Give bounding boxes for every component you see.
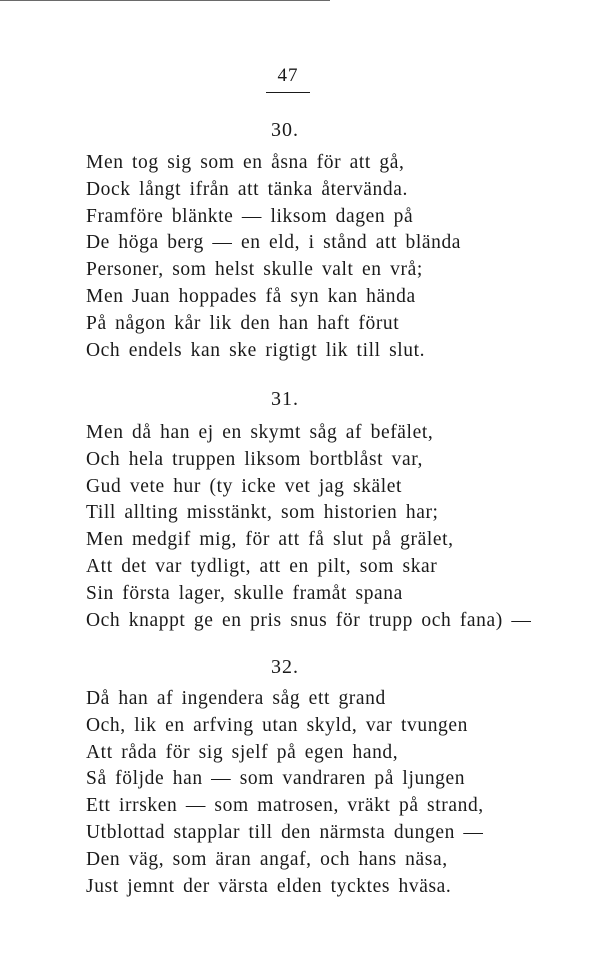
- verse-line: Och knappt ge en pris snus för trupp och fana) —: [86, 609, 532, 631]
- verse-line: Att det var tydligt, att en pilt, som skar: [86, 555, 438, 577]
- stanza-number: 31.: [271, 388, 299, 410]
- verse-line: Men då han ej en skymt såg af befälet,: [86, 422, 434, 443]
- verse-line: Då han af ingendera såg ett grand: [86, 688, 386, 709]
- stanza: [86, 150, 526, 364]
- verse-line: Just jemnt der värsta elden tycktes hväsa.: [86, 875, 452, 897]
- top-edge-rule: [0, 0, 330, 1]
- stanza-number: 32.: [271, 656, 299, 678]
- verse-line: Och endels kan ske rigtigt lik till slut.: [86, 339, 426, 361]
- verse-line: På någon kår lik den han haft förut: [86, 312, 400, 334]
- stanza: [86, 686, 526, 900]
- verse-line: Utblottad stapplar till den närmsta dungen —: [86, 821, 484, 843]
- verse-line: Och, lik en arfving utan skyld, var tvungen: [86, 714, 469, 736]
- verse-line: Gud vete hur (ty icke vet jag skälet: [86, 475, 403, 497]
- verse-line: Dock långt ifrån att tänka återvända.: [86, 178, 408, 200]
- page-number-underline: [266, 92, 310, 93]
- verse-line: Den väg, som äran angaf, och hans näsa,: [86, 848, 448, 870]
- verse-line: Framföre blänkte — liksom dagen på: [86, 205, 414, 227]
- verse-line: Att råda för sig sjelf på egen hand,: [86, 741, 399, 763]
- verse-line: Ett irrsken — som matrosen, vräkt på strand,: [86, 795, 484, 817]
- verse-line: Men medgif mig, för att få slut på grälet,: [86, 529, 454, 551]
- verse-line: Personer, som helst skulle valt en vrå;: [86, 259, 423, 281]
- verse-line: Så följde han — som vandraren på ljungen: [86, 768, 466, 790]
- verse-line: Men tog sig som en åsna för att gå,: [86, 152, 405, 173]
- stanza-number: 30.: [271, 119, 299, 141]
- verse-line: Sin första lager, skulle framåt spana: [86, 582, 403, 604]
- stanza: [86, 420, 532, 634]
- verse-line: Och hela truppen liksom bortblåst var,: [86, 448, 424, 470]
- verse-line: De höga berg — en eld, i stånd att blända: [86, 232, 462, 254]
- verse-line: Men Juan hoppades få syn kan hända: [86, 285, 416, 307]
- verse-line: Till allting misstänkt, som historien har;: [86, 502, 439, 524]
- page-number: 47: [277, 65, 299, 86]
